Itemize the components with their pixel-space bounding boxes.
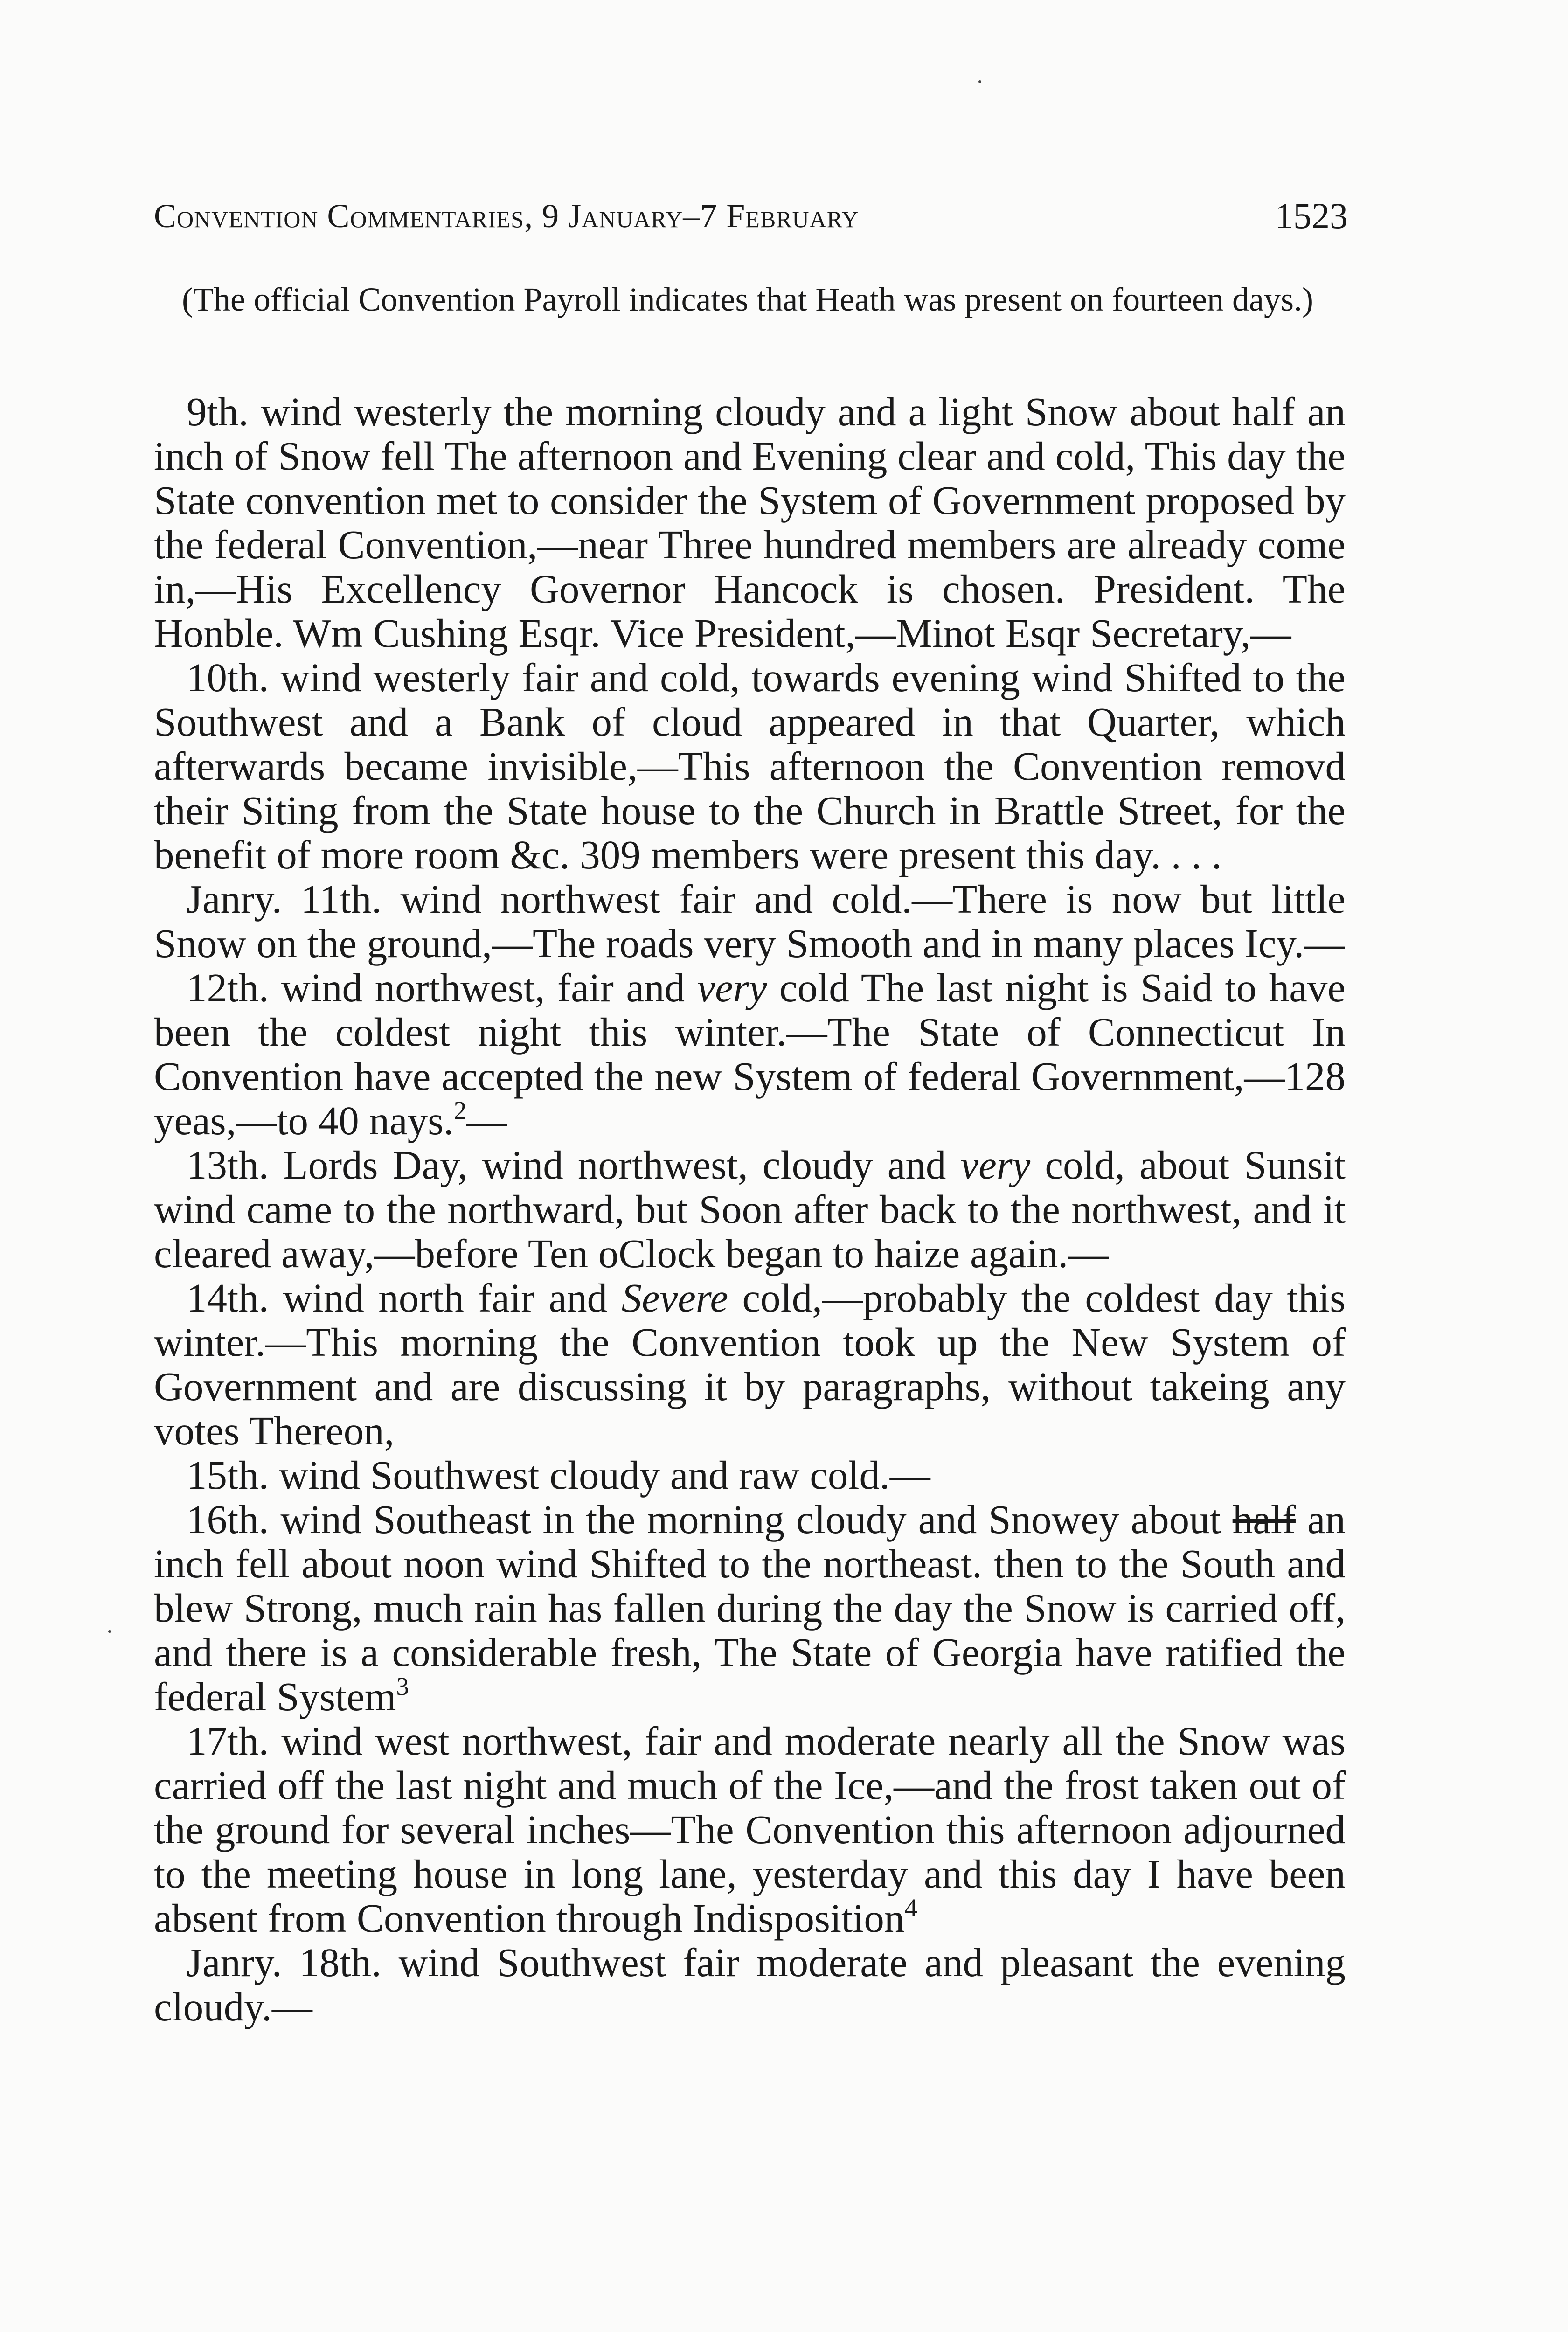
entry-text: 16th. wind Southeast in the morning cloudy and Snowey about bbox=[187, 1497, 1233, 1542]
footnote-marker: 3 bbox=[396, 1672, 409, 1700]
emphasis-text: very bbox=[697, 965, 767, 1010]
diary-entry-9th bbox=[154, 389, 1346, 655]
diary-entry-12th bbox=[154, 965, 1346, 1143]
entry-text: — bbox=[466, 1098, 507, 1143]
diary-entry-11th bbox=[154, 877, 1346, 965]
editorial-note: (The official Convention Payroll indicates that Heath was present on fourteen days.) bbox=[182, 281, 1313, 318]
entry-text: 13th. Lords Day, wind northwest, cloudy and bbox=[187, 1142, 961, 1187]
diary-entry-16th bbox=[154, 1497, 1346, 1719]
entry-text: 14th. wind north fair and bbox=[187, 1275, 622, 1320]
entry-text: cold The last night is Said to have been the coldest night this winter.—The State of Connecticut In Convention have accepted the new System of federal Government,—128 yeas,—to 40 nays. bbox=[154, 965, 1346, 1143]
emphasis-text: very bbox=[960, 1142, 1031, 1187]
entry-text: Janry. 11th. wind northwest fair and cold.—There is now but little Snow on the ground,—The roads very Smooth and in many places Icy.— bbox=[154, 876, 1346, 966]
entry-text: Janry. 18th. wind Southwest fair moderate and pleasant the evening cloudy.— bbox=[154, 1940, 1346, 2029]
entry-text: cold, about Sunsit wind came to the northward, but Soon after back to the northwest, and it cleared away,—before Ten oClock began to haize again.— bbox=[154, 1142, 1346, 1276]
entry-text: an inch fell about noon wind Shifted to the northeast. then to the South and blew Strong, much rain has fallen during the day the Snow is carried off, and there is a considerable fresh, The State of Georgia have ratified the federal System bbox=[154, 1497, 1346, 1719]
entry-text: 15th. wind Southwest cloudy and raw cold.— bbox=[187, 1452, 930, 1498]
page-number: 1523 bbox=[1275, 195, 1348, 236]
footnote-marker: 4 bbox=[904, 1894, 917, 1922]
diary-entry-18th bbox=[154, 1940, 1346, 2029]
diary-entry-17th bbox=[154, 1719, 1346, 1940]
struck-text: half bbox=[1232, 1497, 1296, 1542]
diary-entry-15th bbox=[154, 1453, 1346, 1497]
diary-entry-14th bbox=[154, 1276, 1346, 1453]
entry-text: cold,—probably the coldest day this winter.—This morning the Convention took up the New System of Government and are discussing it by paragraphs, without takeing any votes Thereon, bbox=[154, 1275, 1346, 1453]
diary-entries bbox=[154, 389, 1346, 2029]
paper-speck bbox=[978, 80, 981, 83]
entry-text: 12th. wind northwest, fair and bbox=[187, 965, 697, 1010]
entry-text: 9th. wind westerly the morning cloudy and a light Snow about half an inch of Snow fell The afternoon and Evening clear and cold, This day the State convention met to consider the System of Government proposed by the federal Convention,—near Three hundred members are already come in,—His Excellency Governor Hancock is chosen. President. The Honble. Wm Cushing Esqr. Vice President,—Minot Esqr Secretary,— bbox=[154, 389, 1346, 656]
paper-speck bbox=[108, 1630, 111, 1633]
footnote-marker: 2 bbox=[453, 1096, 467, 1124]
emphasis-text: Severe bbox=[621, 1275, 728, 1320]
diary-entry-13th bbox=[154, 1143, 1346, 1276]
diary-entry-10th bbox=[154, 655, 1346, 877]
running-title: Convention Commentaries, 9 January–7 February bbox=[154, 197, 859, 235]
entry-text: 17th. wind west northwest, fair and moderate nearly all the Snow was carried off the last night and much of the Ice,—and the frost taken out of the ground for several inches—The Convention this afternoon adjourned to the meeting house in long lane, yesterday and this day I have been absent from Convention through Indisposition bbox=[154, 1718, 1346, 1941]
running-head bbox=[154, 195, 1348, 237]
entry-text: 10th. wind westerly fair and cold, towards evening wind Shifted to the Southwest and a Bank of cloud appeared in that Quarter, which afterwards became invisible,—This afternoon the Convention removd their Siting from the State house to the Church in Brattle Street, for the benefit of more room &c. 309 members were present this day. . . . bbox=[154, 655, 1346, 877]
